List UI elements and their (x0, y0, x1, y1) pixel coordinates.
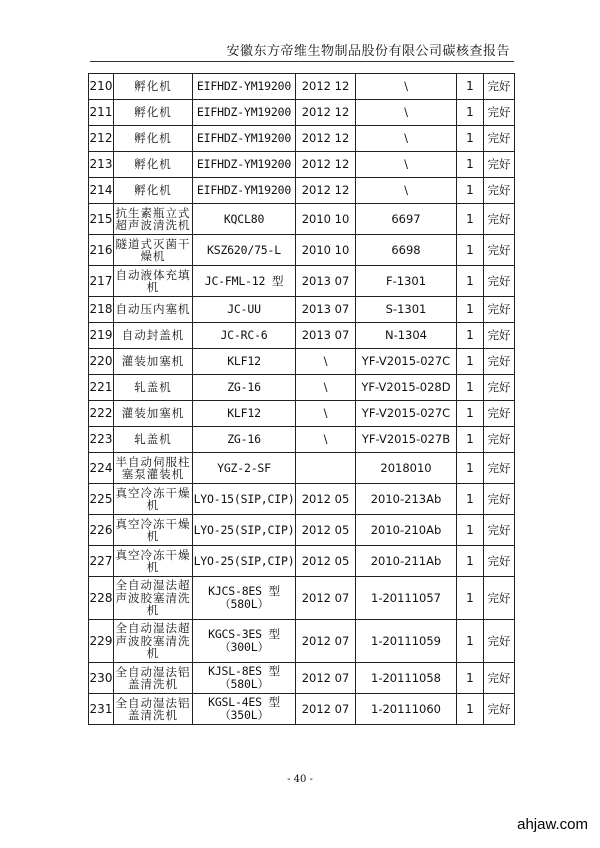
table-row (89, 126, 515, 152)
table-row (89, 694, 515, 725)
cell-serial-number: YF-V2015-027B (356, 427, 457, 453)
cell-index: 211 (89, 100, 114, 126)
cell-quantity: 1 (457, 152, 484, 178)
cell-manufacture-date: \ (296, 401, 356, 427)
table-row (89, 401, 515, 427)
cell-manufacture-date: 2010 10 (296, 204, 356, 235)
cell-manufacture-date: 2013 07 (296, 297, 356, 323)
cell-status: 完好 (484, 297, 515, 323)
cell-serial-number: \ (356, 178, 457, 204)
cell-serial-number: \ (356, 126, 457, 152)
cell-quantity: 1 (457, 694, 484, 725)
report-header-title: 安徽东方帝维生物制品股份有限公司碳核查报告 (226, 44, 510, 59)
cell-model: KGCS-3ES 型（300L） (193, 620, 296, 663)
cell-serial-number: 1-20111057 (356, 577, 457, 620)
cell-manufacture-date: 2012 12 (296, 100, 356, 126)
cell-quantity: 1 (457, 178, 484, 204)
cell-manufacture-date: 2012 12 (296, 152, 356, 178)
cell-quantity: 1 (457, 401, 484, 427)
cell-serial-number: 2010-210Ab (356, 515, 457, 546)
cell-status: 完好 (484, 546, 515, 577)
cell-model: LYO-25(SIP,CIP) (193, 515, 296, 546)
cell-equipment-name: 抗生素瓶立式超声波清洗机 (114, 204, 193, 235)
cell-model: JC-UU (193, 297, 296, 323)
cell-index: 220 (89, 349, 114, 375)
cell-model: KLF12 (193, 401, 296, 427)
cell-status: 完好 (484, 453, 515, 484)
cell-model: KJSL-8ES 型（580L） (193, 663, 296, 694)
cell-manufacture-date: 2012 12 (296, 126, 356, 152)
cell-status: 完好 (484, 427, 515, 453)
table-row (89, 74, 515, 100)
cell-status: 完好 (484, 152, 515, 178)
cell-equipment-name: 轧盖机 (114, 375, 193, 401)
table-row (89, 178, 515, 204)
cell-manufacture-date: \ (296, 349, 356, 375)
cell-serial-number: 1-20111059 (356, 620, 457, 663)
table-row (89, 453, 515, 484)
cell-serial-number: YF-V2015-027C (356, 349, 457, 375)
cell-equipment-name: 全自动湿法超声波胶塞清洗机 (114, 577, 193, 620)
cell-equipment-name: 全自动湿法超声波胶塞清洗机 (114, 620, 193, 663)
table-row (89, 204, 515, 235)
cell-serial-number: N-1304 (356, 323, 457, 349)
cell-model: ZG-16 (193, 427, 296, 453)
cell-model: KLF12 (193, 349, 296, 375)
cell-model: KQCL80 (193, 204, 296, 235)
site-watermark: ahjaw.com (517, 816, 588, 833)
cell-manufacture-date: \ (296, 427, 356, 453)
table-row (89, 427, 515, 453)
cell-index: 229 (89, 620, 114, 663)
cell-model: JC-FML-12 型 (193, 266, 296, 297)
cell-quantity: 1 (457, 266, 484, 297)
cell-serial-number: YF-V2015-028D (356, 375, 457, 401)
cell-status: 完好 (484, 74, 515, 100)
cell-serial-number: \ (356, 100, 457, 126)
cell-model: EIFHDZ-YM19200 (193, 74, 296, 100)
cell-equipment-name: 真空冷冻干燥机 (114, 484, 193, 515)
table-row (89, 100, 515, 126)
cell-equipment-name: 自动压内塞机 (114, 297, 193, 323)
cell-status: 完好 (484, 266, 515, 297)
cell-serial-number: 2018010 (356, 453, 457, 484)
cell-quantity: 1 (457, 235, 484, 266)
cell-index: 230 (89, 663, 114, 694)
cell-quantity: 1 (457, 74, 484, 100)
cell-status: 完好 (484, 577, 515, 620)
cell-quantity: 1 (457, 663, 484, 694)
page-number: - 40 - (287, 774, 313, 785)
cell-quantity: 1 (457, 297, 484, 323)
cell-equipment-name: 孵化机 (114, 126, 193, 152)
cell-index: 224 (89, 453, 114, 484)
cell-manufacture-date (296, 453, 356, 484)
cell-quantity: 1 (457, 349, 484, 375)
table-row (89, 546, 515, 577)
cell-equipment-name: 自动液体充填机 (114, 266, 193, 297)
cell-manufacture-date: 2012 12 (296, 178, 356, 204)
cell-model: EIFHDZ-YM19200 (193, 152, 296, 178)
cell-status: 完好 (484, 323, 515, 349)
cell-model: EIFHDZ-YM19200 (193, 126, 296, 152)
cell-manufacture-date: 2012 07 (296, 694, 356, 725)
cell-quantity: 1 (457, 100, 484, 126)
cell-status: 完好 (484, 375, 515, 401)
cell-serial-number: 1-20111060 (356, 694, 457, 725)
cell-index: 217 (89, 266, 114, 297)
cell-equipment-name: 孵化机 (114, 152, 193, 178)
cell-index: 228 (89, 577, 114, 620)
cell-quantity: 1 (457, 427, 484, 453)
cell-status: 完好 (484, 620, 515, 663)
cell-index: 231 (89, 694, 114, 725)
cell-model: YGZ-2-SF (193, 453, 296, 484)
cell-index: 225 (89, 484, 114, 515)
cell-status: 完好 (484, 663, 515, 694)
cell-serial-number: 2010-213Ab (356, 484, 457, 515)
cell-manufacture-date: 2010 10 (296, 235, 356, 266)
cell-model: EIFHDZ-YM19200 (193, 100, 296, 126)
cell-serial-number: \ (356, 152, 457, 178)
cell-manufacture-date: 2012 05 (296, 484, 356, 515)
cell-model: JC-RC-6 (193, 323, 296, 349)
cell-manufacture-date: 2012 05 (296, 515, 356, 546)
cell-manufacture-date: 2012 12 (296, 74, 356, 100)
cell-quantity: 1 (457, 546, 484, 577)
cell-manufacture-date: 2013 07 (296, 266, 356, 297)
equipment-table (88, 73, 515, 725)
cell-quantity: 1 (457, 323, 484, 349)
cell-quantity: 1 (457, 620, 484, 663)
cell-serial-number: 1-20111058 (356, 663, 457, 694)
table-row (89, 620, 515, 663)
cell-quantity: 1 (457, 375, 484, 401)
cell-manufacture-date: 2012 07 (296, 577, 356, 620)
cell-equipment-name: 全自动湿法铝盖清洗机 (114, 663, 193, 694)
cell-equipment-name: 半自动伺服柱塞泵灌装机 (114, 453, 193, 484)
cell-equipment-name: 真空冷冻干燥机 (114, 515, 193, 546)
cell-manufacture-date: 2012 07 (296, 663, 356, 694)
cell-status: 完好 (484, 204, 515, 235)
cell-status: 完好 (484, 235, 515, 266)
table-row (89, 349, 515, 375)
cell-serial-number: 2010-211Ab (356, 546, 457, 577)
table-row (89, 266, 515, 297)
cell-status: 完好 (484, 401, 515, 427)
cell-equipment-name: 隧道式灭菌干燥机 (114, 235, 193, 266)
cell-index: 223 (89, 427, 114, 453)
cell-manufacture-date: 2012 05 (296, 546, 356, 577)
cell-status: 完好 (484, 694, 515, 725)
cell-equipment-name: 自动封盖机 (114, 323, 193, 349)
cell-status: 完好 (484, 349, 515, 375)
cell-manufacture-date: 2012 07 (296, 620, 356, 663)
cell-model: LYO-15(SIP,CIP) (193, 484, 296, 515)
cell-equipment-name: 灌装加塞机 (114, 401, 193, 427)
cell-index: 226 (89, 515, 114, 546)
cell-equipment-name: 轧盖机 (114, 427, 193, 453)
cell-model: KGSL-4ES 型（350L） (193, 694, 296, 725)
table-row (89, 152, 515, 178)
cell-equipment-name: 全自动湿法铝盖清洗机 (114, 694, 193, 725)
cell-equipment-name: 真空冷冻干燥机 (114, 546, 193, 577)
cell-serial-number: F-1301 (356, 266, 457, 297)
cell-index: 227 (89, 546, 114, 577)
cell-quantity: 1 (457, 204, 484, 235)
cell-serial-number: 6698 (356, 235, 457, 266)
cell-index: 219 (89, 323, 114, 349)
cell-model: LYO-25(SIP,CIP) (193, 546, 296, 577)
table-row (89, 577, 515, 620)
cell-serial-number: YF-V2015-027C (356, 401, 457, 427)
cell-index: 213 (89, 152, 114, 178)
cell-index: 214 (89, 178, 114, 204)
cell-serial-number: 6697 (356, 204, 457, 235)
cell-status: 完好 (484, 484, 515, 515)
cell-quantity: 1 (457, 515, 484, 546)
table-row (89, 297, 515, 323)
table-row (89, 515, 515, 546)
cell-serial-number: \ (356, 74, 457, 100)
cell-model: KSZ620/75-L (193, 235, 296, 266)
cell-model: KJCS-8ES 型（580L） (193, 577, 296, 620)
cell-status: 完好 (484, 178, 515, 204)
table-row (89, 323, 515, 349)
cell-index: 215 (89, 204, 114, 235)
cell-manufacture-date: 2013 07 (296, 323, 356, 349)
table-row (89, 484, 515, 515)
cell-index: 210 (89, 74, 114, 100)
header-divider (90, 61, 514, 62)
cell-equipment-name: 孵化机 (114, 74, 193, 100)
cell-model: EIFHDZ-YM19200 (193, 178, 296, 204)
cell-status: 完好 (484, 100, 515, 126)
cell-quantity: 1 (457, 577, 484, 620)
table-row (89, 663, 515, 694)
cell-quantity: 1 (457, 484, 484, 515)
cell-status: 完好 (484, 515, 515, 546)
cell-index: 221 (89, 375, 114, 401)
cell-manufacture-date: \ (296, 375, 356, 401)
table-row (89, 235, 515, 266)
table-row (89, 375, 515, 401)
cell-equipment-name: 灌装加塞机 (114, 349, 193, 375)
cell-index: 218 (89, 297, 114, 323)
cell-equipment-name: 孵化机 (114, 100, 193, 126)
cell-quantity: 1 (457, 126, 484, 152)
cell-quantity: 1 (457, 453, 484, 484)
cell-index: 212 (89, 126, 114, 152)
cell-model: ZG-16 (193, 375, 296, 401)
cell-equipment-name: 孵化机 (114, 178, 193, 204)
cell-status: 完好 (484, 126, 515, 152)
cell-serial-number: S-1301 (356, 297, 457, 323)
cell-index: 216 (89, 235, 114, 266)
cell-index: 222 (89, 401, 114, 427)
